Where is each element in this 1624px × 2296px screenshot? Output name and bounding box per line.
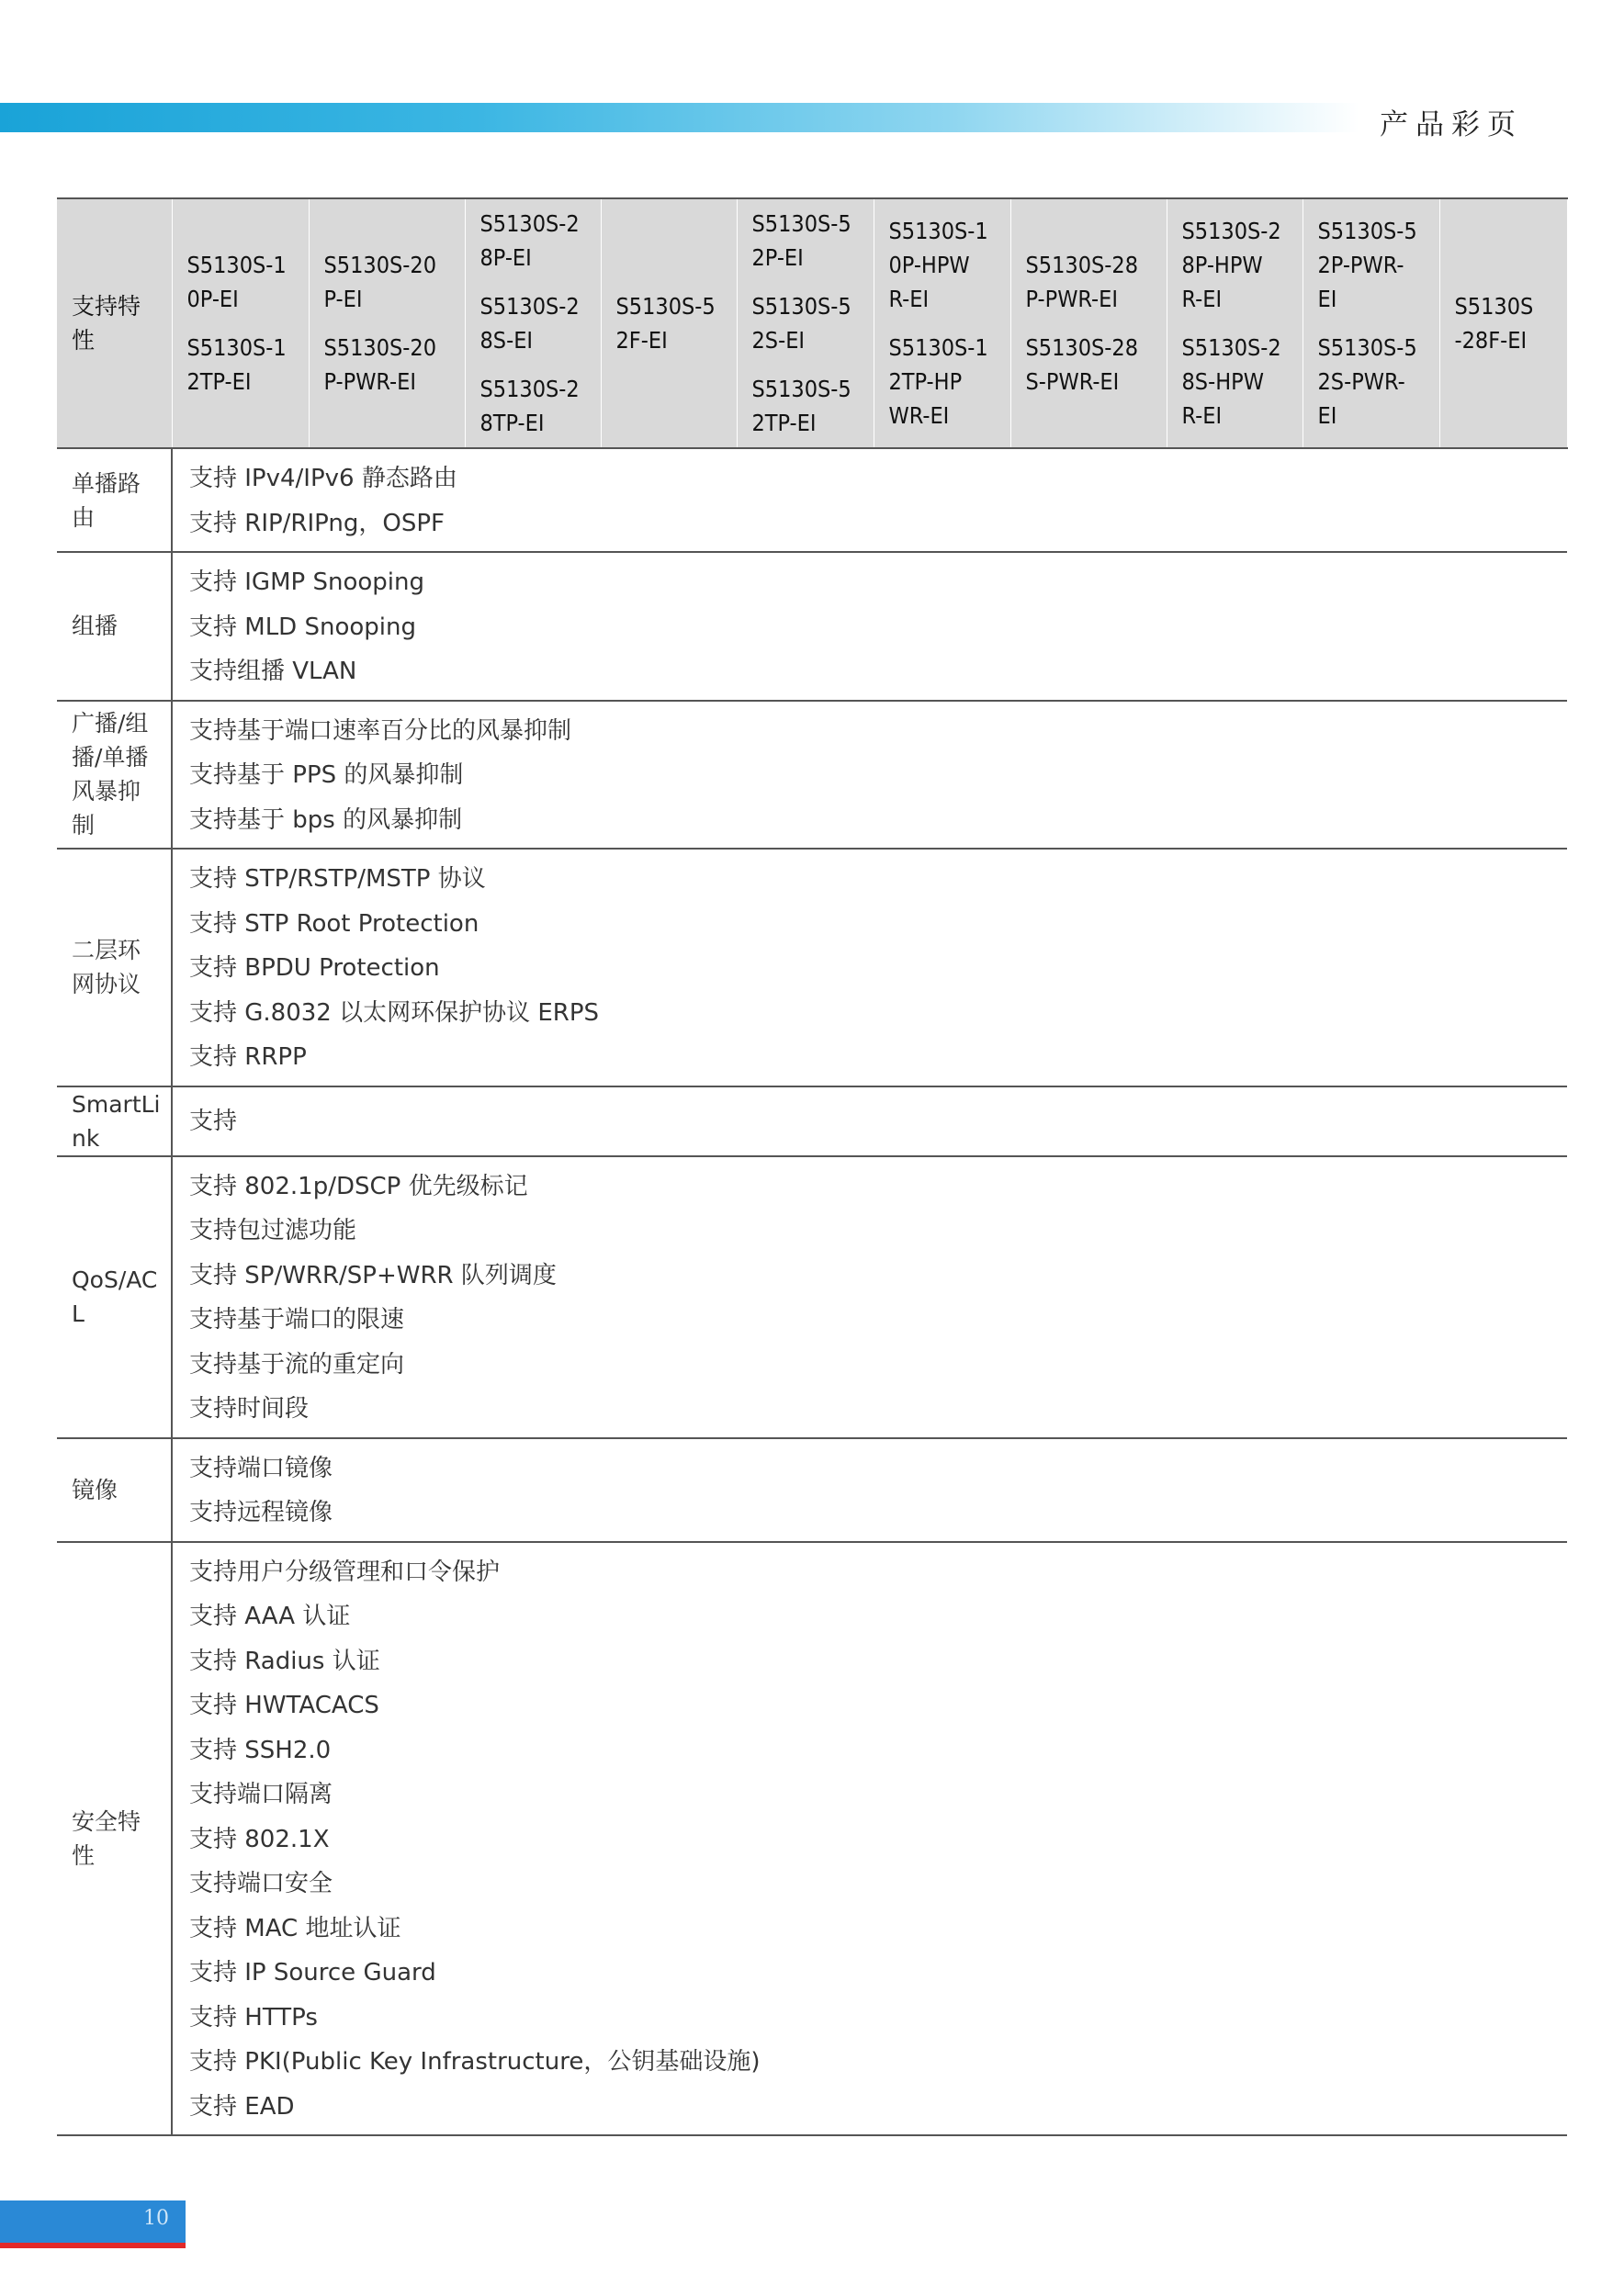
feature-item: 支持基于流的重定向 — [189, 1350, 405, 1379]
feature-item: 支持 IP Source Guard — [189, 1959, 436, 1986]
feature-item: 支持 RIP/RIPng，OSPF — [189, 509, 445, 537]
feature-item: 支持基于端口速率百分比的风暴抑制 — [189, 716, 572, 745]
feature-item: 支持端口安全 — [189, 1870, 333, 1897]
feature-name-line: 风暴抑 — [72, 778, 141, 805]
feature-name-line: L — [72, 1300, 85, 1327]
feature-description — [172, 1438, 1567, 1542]
feature-item: 支持 IGMP Snooping — [189, 568, 424, 596]
model-name-line: EI — [1317, 286, 1337, 312]
feature-item: 支持基于端口的限速 — [189, 1306, 405, 1334]
model-column-header — [874, 198, 1010, 448]
feature-item: 支持 STP Root Protection — [189, 909, 479, 938]
model-name — [1026, 331, 1154, 399]
model-column-header — [309, 198, 465, 448]
feature-description — [172, 448, 1567, 552]
feature-name-line: 单播路 — [72, 469, 141, 497]
feature-description — [172, 849, 1567, 1086]
feature-item: 支持 SP/WRR/SP+WRR 队列调度 — [189, 1261, 557, 1289]
model-name-line: S5130S-2 — [1181, 218, 1281, 244]
feature-item: 支持 802.1p/DSCP 优先级标记 — [189, 1172, 528, 1200]
feature-name-line: 安全特 — [72, 1807, 141, 1835]
spec-table — [57, 197, 1568, 2136]
feature-item: 支持基于 PPS 的风暴抑制 — [189, 761, 464, 789]
table-row — [57, 701, 1567, 850]
feature-item: 支持 MLD Snooping — [189, 613, 416, 641]
model-name-line: S5130S-5 — [751, 210, 851, 237]
feature-name-line: 播/单播 — [72, 744, 149, 771]
model-name-line: 8P-HPW — [1181, 252, 1263, 278]
model-name-line: EI — [1317, 402, 1337, 429]
feature-item: 支持 EAD — [189, 2092, 295, 2121]
model-name-line: 0P-HPW — [888, 252, 970, 278]
feature-description — [172, 701, 1567, 850]
model-name-line: P-EI — [323, 286, 363, 312]
header-accent-bar — [0, 103, 1359, 132]
feature-item: 支持 BPDU Protection — [189, 954, 440, 982]
model-name-line: S5130S-20 — [323, 334, 437, 361]
model-name-line: P-PWR-EI — [323, 368, 417, 395]
feature-item: 支持端口隔离 — [189, 1781, 333, 1808]
model-name-line: -28F-EI — [1454, 327, 1528, 354]
table-row — [57, 1156, 1567, 1438]
feature-name-line: 组播 — [72, 613, 118, 640]
feature-name-line: 制 — [72, 812, 96, 839]
feature-name — [57, 448, 172, 552]
page-number: 10 — [143, 2207, 169, 2230]
feature-description — [172, 552, 1567, 701]
model-name-line: 2P-EI — [751, 244, 804, 271]
model-name — [752, 207, 861, 275]
header-row — [57, 198, 1567, 448]
model-name-line: S5130S-28 — [1025, 252, 1139, 278]
model-name — [324, 248, 452, 316]
model-column-header — [737, 198, 874, 448]
model-name-line: S5130S-5 — [751, 376, 851, 402]
feature-item: 支持端口镜像 — [189, 1454, 333, 1482]
feature-name — [57, 1086, 172, 1156]
feature-name — [57, 552, 172, 701]
model-name-line: S5130S-2 — [479, 293, 580, 320]
model-column-header — [601, 198, 737, 448]
table-row — [57, 849, 1567, 1086]
feature-name-line: 网协议 — [72, 971, 141, 998]
model-name — [480, 207, 588, 275]
model-name — [1455, 289, 1554, 357]
feature-name — [57, 1542, 172, 2136]
model-name — [752, 289, 861, 357]
feature-name — [57, 701, 172, 850]
feature-name-line: nk — [72, 1124, 100, 1152]
table-row — [57, 448, 1567, 552]
feature-item: 支持 AAA 认证 — [189, 1603, 351, 1630]
feature-name-line: 广播/组 — [72, 710, 149, 737]
feature-item: 支持 RRPP — [189, 1043, 307, 1071]
feature-item: 支持 STP/RSTP/MSTP 协议 — [189, 865, 486, 893]
model-name — [480, 289, 588, 357]
model-name-line: S5130S-5 — [1317, 334, 1417, 361]
model-name — [616, 289, 724, 357]
model-name-line: S5130S-5 — [615, 293, 716, 320]
spec-table-body — [57, 448, 1567, 2135]
model-name — [889, 331, 998, 433]
feature-item: 支持用户分级管理和口令保护 — [189, 1558, 501, 1586]
corner-header — [57, 198, 172, 448]
model-name-line: S5130S-2 — [1181, 334, 1281, 361]
feature-item: 支持 Radius 认证 — [189, 1647, 380, 1675]
model-name — [1318, 331, 1427, 433]
table-row — [57, 552, 1567, 701]
feature-name-line: 由 — [72, 503, 96, 531]
model-name-line: S5130S-5 — [1317, 218, 1417, 244]
model-name — [187, 331, 296, 399]
model-name-line: 2S-PWR- — [1317, 368, 1405, 395]
feature-name-line: 镜像 — [72, 1476, 118, 1503]
feature-item: 支持远程镜像 — [189, 1499, 333, 1526]
page-header-title: 产品彩页 — [1380, 108, 1523, 141]
model-name-line: R-EI — [1181, 402, 1223, 429]
feature-item: 支持 MAC 地址认证 — [189, 1914, 401, 1942]
feature-item: 支持 G.8032 以太网环保护协议 ERPS — [189, 998, 600, 1027]
feature-description — [172, 1086, 1567, 1156]
model-name-line: S5130S-1 — [186, 252, 287, 278]
feature-description — [172, 1156, 1567, 1438]
model-column-header — [465, 198, 601, 448]
feature-name — [57, 849, 172, 1086]
model-name-line: S5130S-5 — [751, 293, 851, 320]
model-name — [1026, 248, 1154, 316]
model-name — [1182, 214, 1290, 316]
feature-item: 支持 — [189, 1108, 238, 1136]
spec-table-header — [57, 198, 1567, 448]
feature-item: 支持组播 VLAN — [189, 658, 357, 685]
feature-item: 支持 HTTPs — [189, 2003, 318, 2032]
corner-header-line: 性 — [72, 327, 96, 354]
feature-name — [57, 1156, 172, 1438]
corner-header-line: 支持特 — [72, 293, 141, 320]
model-name-line: 2TP-EI — [186, 368, 252, 395]
feature-name — [57, 1438, 172, 1542]
model-name-line: R-EI — [888, 286, 930, 312]
feature-name-line: SmartLi — [72, 1090, 161, 1118]
feature-item: 支持 IPv4/IPv6 静态路由 — [189, 465, 457, 492]
model-name-line: R-EI — [1181, 286, 1223, 312]
feature-item: 支持 SSH2.0 — [189, 1736, 332, 1764]
model-name-line: S5130S-2 — [479, 376, 580, 402]
feature-item: 支持包过滤功能 — [189, 1217, 357, 1244]
model-name-line: 8P-EI — [479, 244, 532, 271]
feature-name-line: 性 — [72, 1841, 96, 1869]
model-name-line: S5130S-1 — [888, 334, 988, 361]
feature-item: 支持 802.1X — [189, 1825, 330, 1853]
model-name — [1318, 214, 1427, 316]
model-name-line: S5130S-1 — [888, 218, 988, 244]
footer-red-stripe — [0, 2243, 186, 2248]
model-name-line: S5130S-28 — [1025, 334, 1139, 361]
feature-name-line: QoS/AC — [72, 1266, 158, 1293]
model-name-line: 8S-EI — [479, 327, 534, 354]
model-name-line: S5130S — [1454, 293, 1534, 320]
model-name-line: S5130S-20 — [323, 252, 437, 278]
model-name-line: 2F-EI — [615, 327, 668, 354]
model-name — [187, 248, 296, 316]
model-column-header — [1439, 198, 1567, 448]
feature-item: 支持基于 bps 的风暴抑制 — [189, 805, 463, 834]
feature-item: 支持 HWTACACS — [189, 1692, 379, 1719]
model-name — [752, 372, 861, 440]
model-name — [324, 331, 452, 399]
model-name-line: 0P-EI — [186, 286, 239, 312]
model-name-line: S5130S-1 — [186, 334, 287, 361]
model-name — [889, 214, 998, 316]
model-name-line: WR-EI — [888, 402, 950, 429]
model-name-line: P-PWR-EI — [1025, 286, 1119, 312]
model-column-header — [1167, 198, 1303, 448]
table-row — [57, 1542, 1567, 2136]
model-name-line: 8TP-EI — [479, 410, 545, 436]
model-column-header — [1010, 198, 1167, 448]
table-row — [57, 1438, 1567, 1542]
feature-name-line: 二层环 — [72, 937, 141, 964]
table-row — [57, 1086, 1567, 1156]
feature-item: 支持时间段 — [189, 1395, 310, 1423]
model-name-line: 2P-PWR- — [1317, 252, 1404, 278]
model-name-line: 2S-EI — [751, 327, 806, 354]
model-column-header — [1303, 198, 1439, 448]
feature-item: 支持 PKI(Public Key Infrastructure，公钥基础设施) — [189, 2048, 761, 2076]
feature-description — [172, 1542, 1567, 2136]
model-name-line: S-PWR-EI — [1025, 368, 1120, 395]
model-name-line: 2TP-HP — [888, 368, 963, 395]
model-column-header — [172, 198, 309, 448]
model-name-line: S5130S-2 — [479, 210, 580, 237]
model-name-line: 2TP-EI — [751, 410, 817, 436]
model-name — [1182, 331, 1290, 433]
model-name — [480, 372, 588, 440]
model-name-line: 8S-HPW — [1181, 368, 1264, 395]
